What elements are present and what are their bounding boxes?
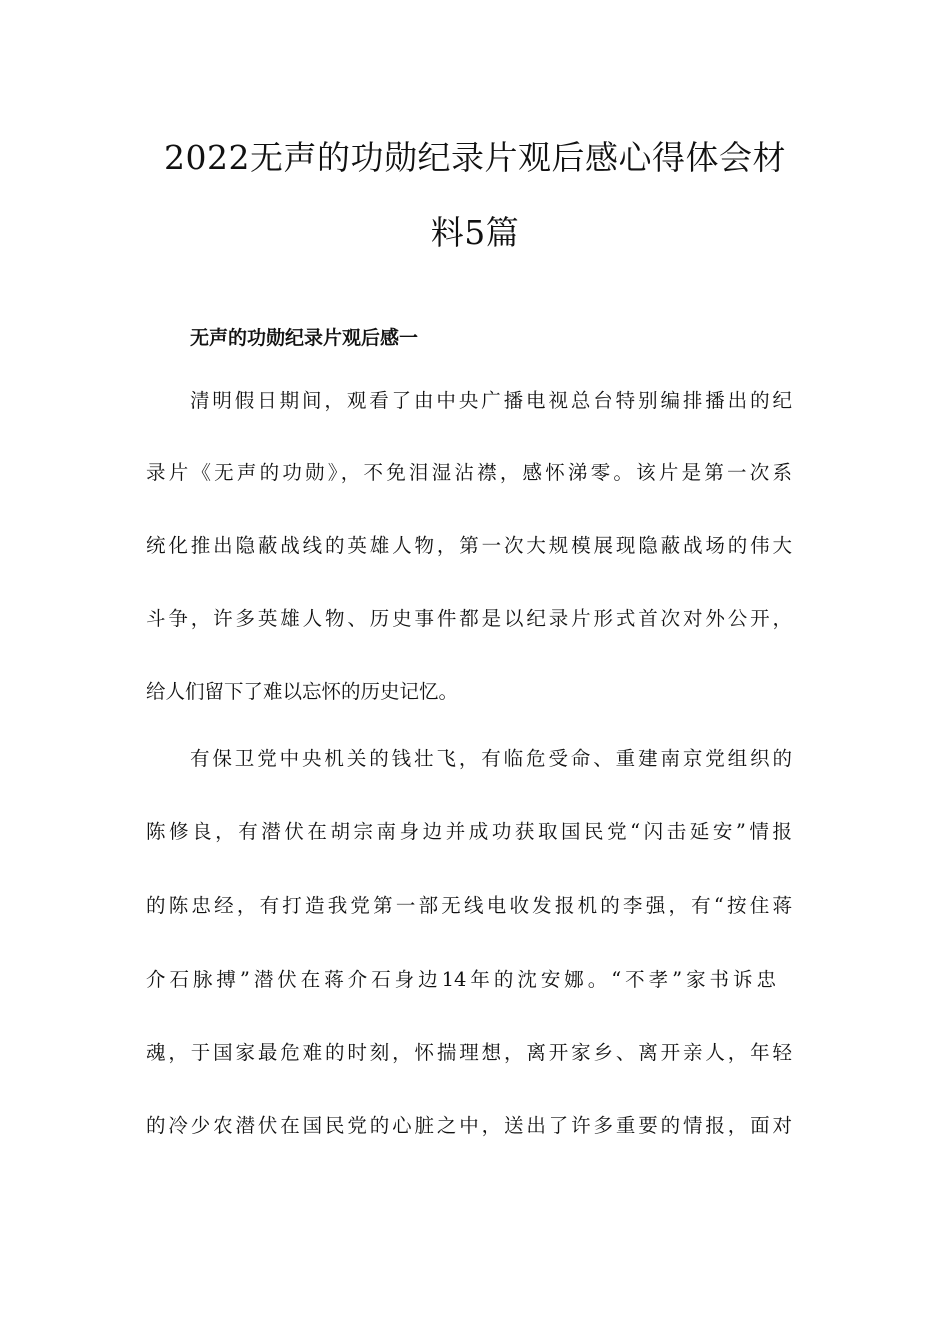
document-title-line-1: 2022无声的功勋纪录片观后感心得体会材 (164, 138, 786, 177)
paragraph-line: 给人们留下了难以忘怀的历史记忆。 (146, 680, 459, 703)
paragraph-line: 介石脉搏”潜伏在蒋介石身边14年的沈安娜。“不孝”家书诉忠 (146, 968, 776, 991)
paragraph-line: 录片《无声的功勋》，不免泪湿沾襟，感怀涕零。该片是第一次系 (146, 461, 792, 484)
paragraph-line: 统化推出隐蔽战线的英雄人物，第一次大规模展现隐蔽战场的伟大 (146, 534, 792, 557)
paragraph-line: 陈修良，有潜伏在胡宗南身边并成功获取国民党“闪击延安”情报 (146, 820, 792, 843)
document-title-line-2: 料5篇 (430, 213, 520, 252)
paragraph-line: 有保卫党中央机关的钱壮飞，有临危受命、重建南京党组织的 (190, 747, 792, 770)
paragraph-line: 斗争，许多英雄人物、历史事件都是以纪录片形式首次对外公开， (146, 607, 792, 630)
paragraph-line: 魂，于国家最危难的时刻，怀揣理想，离开家乡、离开亲人，年轻 (146, 1041, 792, 1064)
paragraph-line: 清明假日期间，观看了由中央广播电视总台特别编排播出的纪 (190, 389, 792, 412)
section-heading: 无声的功勋纪录片观后感一 (190, 327, 419, 349)
paragraph-line: 的冷少农潜伏在国民党的心脏之中，送出了许多重要的情报，面对 (146, 1114, 792, 1137)
paragraph-line: 的陈忠经，有打造我党第一部无线电收发报机的李强，有“按住蒋 (146, 894, 792, 917)
